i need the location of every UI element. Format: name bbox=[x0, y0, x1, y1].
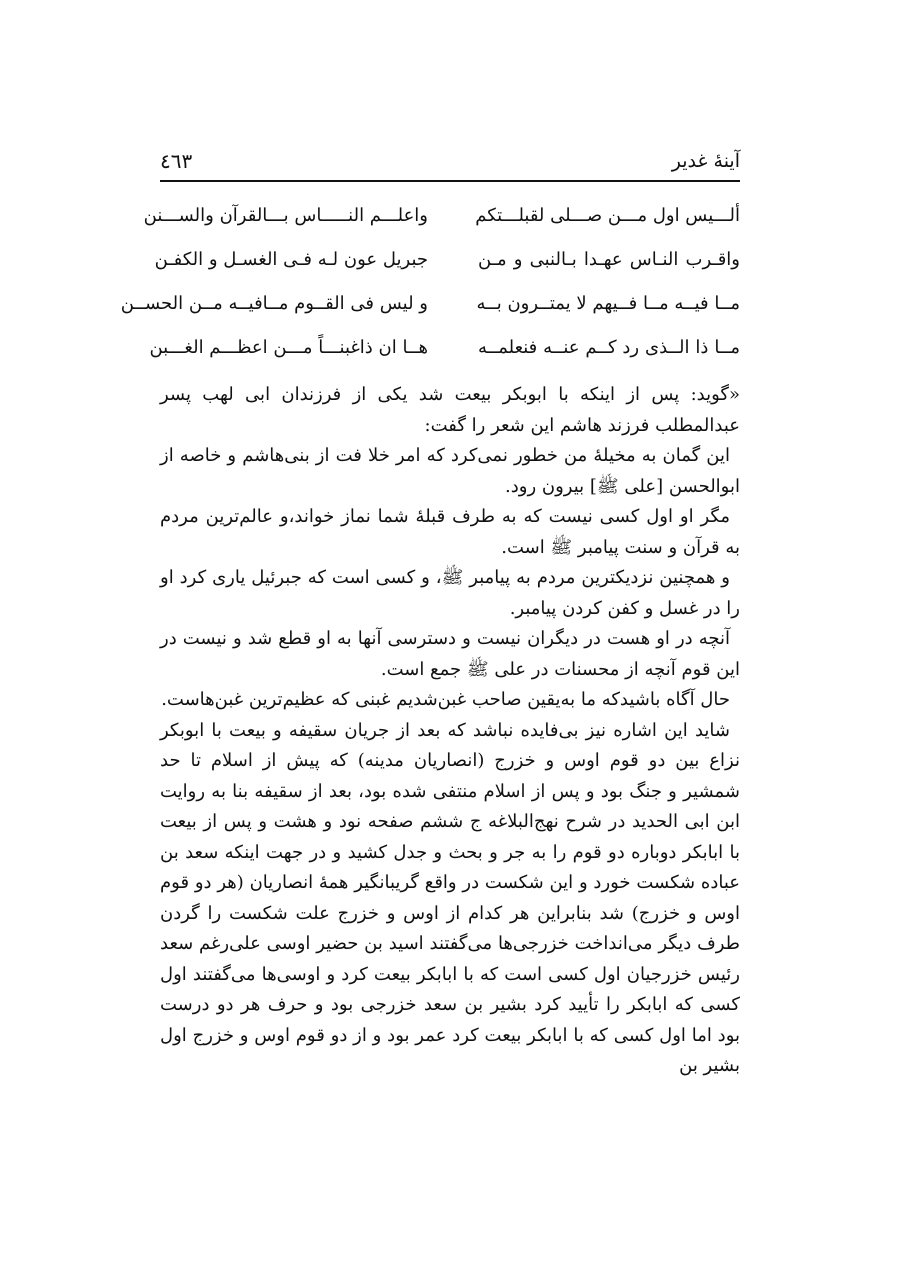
body-paragraph: شايد اين اشاره نيز بى‌فايده نباشد كه بعد از جريان سقيفه و بيعت با ابوبكر نزاع بين دو قوم اوس و خزرج (انصاريان مدينه) كه پيش از اسلام تا حد شمشير و جنگ بود و پس از اسلام منتفى شده بود، بعد از سقيفه بنا به روايت ابن ابى الحديد در شرح نهج‌البلاغه ج ششم صفحه نود و هشت و پس از بيعت با ابابكر دوباره دو قوم را به جر و بحث و جدل كشيد و در جهت اينكه سعد بن عباده شكست خورد و اين شكست در واقع گريبانگير همهٔ انصاريان (هر دو قوم اوس و خزرج) شد بنابراين هر كدام از اوس و خزرج علت شكست را گردن طرف ديگر مى‌انداخت خزرجى‌ها مى‌گفتند اسيد بن حضير اوسى على‌رغم سعد رئيس خزرجيان اول كسى است كه با ابابكر بيعت كرد و اوسى‌ها مى‌گفتند اول كسى كه ابابكر را تأييد كرد بشير بن سعد خزرجى بود و حرف هر دو درست بود اما اول كسى كه با ابابكر بيعت كرد عمر بود و از دو قوم اوس و خزرج اول بشير بن bbox=[160, 719, 740, 1076]
poem-couplet bbox=[120, 286, 740, 330]
body-paragraph: آنچه در او هست در ديگران نيست و دسترسى آنها به او قطع شد و نيست در اين قوم آنچه از محسنات در على ﷺ جمع است. bbox=[160, 628, 740, 680]
poem-hemistich-right: مــا ذا الــذى رد كــم عنــه فنعلمــه bbox=[478, 337, 740, 358]
poem-couplet bbox=[149, 330, 740, 374]
header-divider bbox=[160, 180, 740, 182]
body-text bbox=[160, 380, 740, 1082]
poem-hemistich-left: جبريل عون لـه فـى الغسـل و الكفـن bbox=[154, 249, 428, 270]
body-paragraph: و همچنين نزديكترين مردم به پيامبر ﷺ، و كسى است كه جبرئيل يارى كرد او را در غسل و كفن كردن پيامبر. bbox=[160, 567, 740, 619]
poem-hemistich-right: مــا فيــه مــا فــيهم لا يمتــرون بــه bbox=[476, 293, 740, 314]
poem-hemistich-right: ألـــيس اول مـــن صـــلى لقبلـــتكم bbox=[475, 205, 740, 226]
poem-hemistich-left: واعلـــم النـــــاس بـــالقرآن والســـنن bbox=[143, 205, 428, 226]
page-header bbox=[160, 146, 740, 176]
poem bbox=[120, 198, 740, 374]
poem-hemistich-left: و ليس فى القــوم مــافيــه مــن الحســن bbox=[120, 293, 428, 314]
body-paragraph: حال آگاه باشيدكه ما به‌يقين صاحب غبن‌شديم غبنى كه عظيم‌ترين غبن‌هاست. bbox=[161, 689, 730, 710]
body-paragraph: مگر او اول كسى نيست كه به طرف قبلهٔ شما نماز خواند،و عالم‌ترين مردم به قرآن و سنت پيامبر ﷺ است. bbox=[160, 506, 740, 558]
page-number: ٤٦٣ bbox=[160, 149, 193, 173]
poem-couplet bbox=[143, 198, 740, 242]
poem-hemistich-right: واقـرب النـاس عهـدا بـالنبى و مـن bbox=[478, 249, 740, 270]
running-title: آينهٔ غدير bbox=[671, 150, 740, 172]
poem-hemistich-left: هــا ان ذاغبنـــاً مـــن اعظـــم الغـــبن bbox=[149, 337, 428, 358]
body-paragraph: اين گمان به مخيلهٔ من خطور نمى‌كرد كه امر خلا فت از بنى‌هاشم و خاصه از ابوالحسن [على ﷺ] بيرون رود. bbox=[160, 445, 740, 497]
poem-couplet bbox=[154, 242, 740, 286]
body-paragraph: «گويد: پس از اينكه با ابوبكر بيعت شد يكى از فرزندان ابى لهب پسر عبدالمطلب فرزند هاشم اين شعر را گفت: bbox=[160, 384, 740, 436]
